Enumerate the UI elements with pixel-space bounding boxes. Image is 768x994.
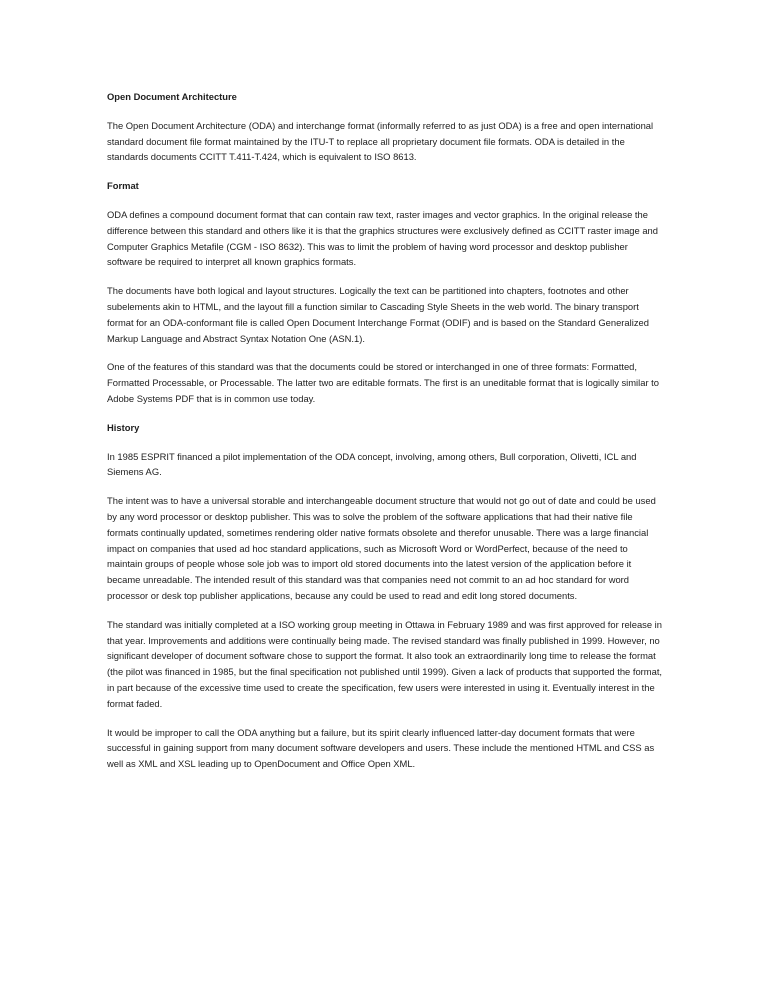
history-paragraph-4: It would be improper to call the ODA anything but a failure, but its spirit clearly influenced latter-day document formats that were successful in gaining support from many document software developers and users. These include the mentioned HTML and CSS as well as XML and XSL leading up to OpenDocument and Office Open XML. — [107, 726, 655, 770]
intro-paragraph: The Open Document Architecture (ODA) and interchange format (informally referred to as just ODA) is a free and open international standard document file format maintained by the ITU-T to replace all proprietary document file formats. ODA is detailed in the standards documents CCITT T.411-T.424, which is equivalent to ISO 8613. — [107, 119, 654, 163]
document-page — [107, 89, 663, 785]
format-paragraph-1: ODA defines a compound document format that can contain raw text, raster images and vector graphics. In the original release the difference between this standard and others like it is that the graphics structures were exclusively defined as CCITT raster image and Computer Graphics Metafile (CGM - ISO 8632). This was to limit the problem of having word processor and desktop publisher software be required to interpret all known graphics formats. — [107, 208, 658, 268]
format-heading: Format — [107, 180, 139, 192]
format-paragraph-3: One of the features of this standard was that the documents could be stored or interchanged in one of three formats: Formatted, Formatted Processable, or Processable. The latter two are editable formats. The first is an uneditable format that is logically similar to Adobe Systems PDF that is in common use today. — [107, 361, 659, 404]
history-paragraph-3: The standard was initially completed at a ISO working group meeting in Ottawa in February 1989 and was first approved for release in that year. Improvements and additions were continually being made. The revised standard was finally published in 1999. However, no significant developer of document software chose to support the format. It also took an extraordinarily long time to release the format (the pilot was financed in 1985, but the final specification not published until 1999). Given a lack of products that supported the format, in part because of the excessive time used to create the specification, few users were interested in using it. Eventually interest in the format faded. — [107, 618, 663, 709]
document-title: Open Document Architecture — [107, 91, 237, 102]
format-paragraph-2: The documents have both logical and layout structures. Logically the text can be partitioned into chapters, footnotes and other subelements akin to HTML, and the layout fill a function similar to Cascading Style Sheets in the web world. The binary transport format for an ODA-conformant file is called Open Document Interchange Format (ODIF) and is based on the Standard Generalized Markup Language and Abstract Syntax Notation One (ASN.1). — [107, 285, 649, 344]
history-paragraph-2: The intent was to have a universal storable and interchangeable document structure that would not go out of date and could be used by any word processor or desktop publisher. This was to solve the problem of the software applications that had their native file formats continually updated, sometimes rendering older native formats obsolete and therefor unusable. There was a large financial impact on companies that used ad hoc standard applications, such as Microsoft Word or WordPerfect, because of the need to maintain groups of people whose sole job was to import old stored documents into the latest version of the application before it became unreadable. The intended result of this standard was that companies need not commit to an ad hoc standard for word processor or desk top publisher applications, because any could be used to read and edit long stored documents. — [107, 495, 656, 601]
history-heading: History — [107, 421, 140, 433]
history-paragraph-1: In 1985 ESPRIT financed a pilot implementation of the ODA concept, involving, among others, Bull corporation, Olivetti, ICL and Siemens AG. — [107, 450, 637, 478]
